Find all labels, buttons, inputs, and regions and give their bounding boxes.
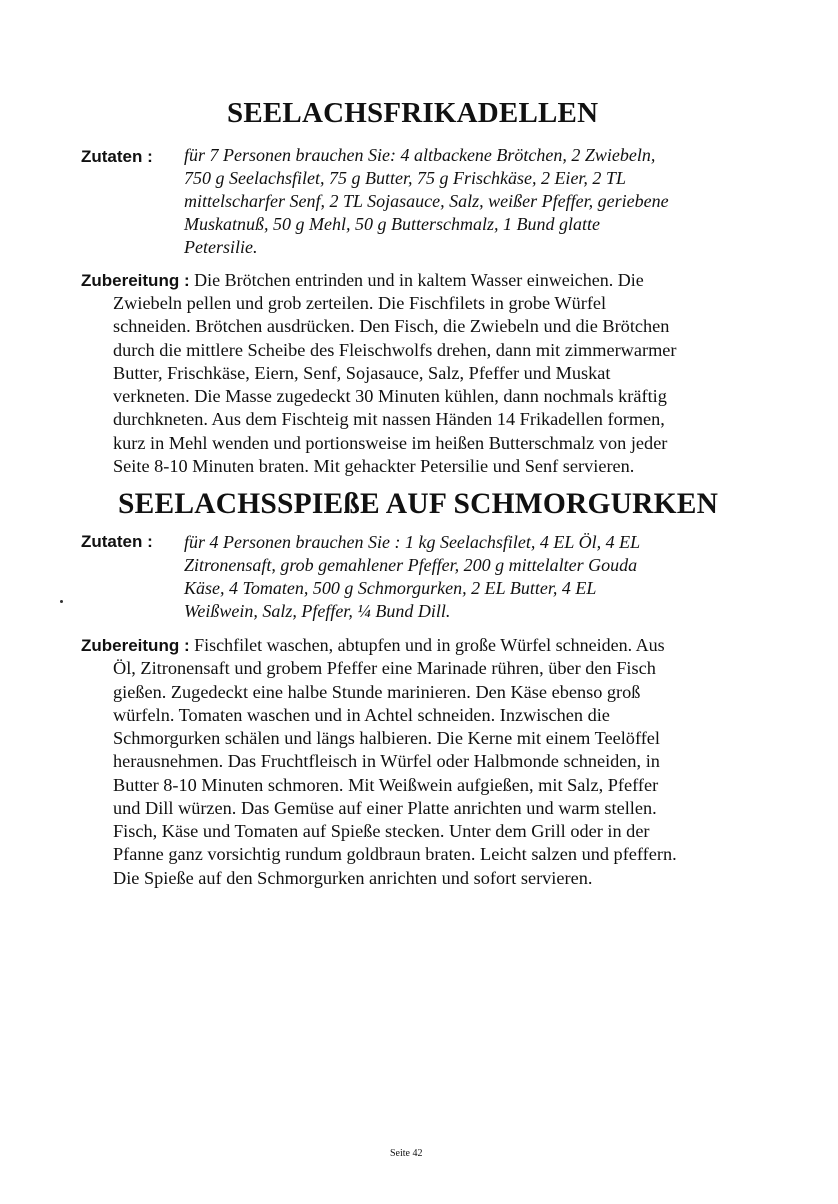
- recipe1-zubereitung-line: Butter, Frischkäse, Eiern, Senf, Sojasauce, Salz, Pfeffer und Muskat: [113, 363, 611, 383]
- recipe1-zubereitung-line: durch die mittlere Scheibe des Fleischwolfs drehen, dann mit zimmerwarmer: [113, 340, 677, 360]
- recipe2-zubereitung-label: Zubereitung :: [81, 636, 190, 655]
- recipe2-zubereitung-heading: [81, 636, 665, 654]
- recipe1-zubereitung-line: kurz in Mehl wenden und portionsweise im heißen Butterschmalz von jeder: [113, 433, 668, 453]
- recipe1-zutaten-line: Muskatnuß, 50 g Mehl, 50 g Butterschmalz, 1 Bund glatte: [184, 214, 600, 234]
- recipe1-zutaten-line: mittelscharfer Senf, 2 TL Sojasauce, Salz, weißer Pfeffer, geriebene: [184, 191, 669, 211]
- recipe1-zutaten-label: Zutaten :: [81, 147, 153, 166]
- recipe1-zubereitung-line: Zwiebeln pellen und grob zerteilen. Die Fischfilets in grobe Würfel: [113, 293, 607, 313]
- page-number: Seite 42: [390, 1148, 423, 1159]
- recipe2-zubereitung-line: gießen. Zugedeckt eine halbe Stunde marinieren. Den Käse ebenso groß: [113, 682, 641, 702]
- recipe2-zutaten-line: für 4 Personen brauchen Sie : 1 kg Seelachsfilet, 4 EL Öl, 4 EL: [184, 532, 641, 552]
- recipe1-zutaten-line: 750 g Seelachsfilet, 75 g Butter, 75 g Frischkäse, 2 Eier, 2 TL: [184, 168, 626, 188]
- recipe1-zubereitung-first-line: Die Brötchen entrinden und in kaltem Wasser einweichen. Die: [189, 270, 644, 290]
- recipe2-title: SEELACHSSPIEßE AUF SCHMORGURKEN: [118, 488, 719, 520]
- recipe2-zubereitung-line: Öl, Zitronensaft und grobem Pfeffer eine Marinade rühren, über den Fisch: [113, 658, 656, 678]
- recipe1-zubereitung-line: durchkneten. Aus dem Fischteig mit nassen Händen 14 Frikadellen formen,: [113, 409, 665, 429]
- recipe1-zubereitung-label: Zubereitung :: [81, 271, 190, 290]
- scan-speck: [60, 600, 63, 603]
- recipe2-zutaten-line: Weißwein, Salz, Pfeffer, ¼ Bund Dill.: [184, 601, 451, 621]
- recipe2-zubereitung-line: Fisch, Käse und Tomaten auf Spieße stecken. Unter dem Grill oder in der: [113, 821, 650, 841]
- recipe2-zubereitung-line: Die Spieße auf den Schmorgurken anrichten und sofort servieren.: [113, 868, 593, 888]
- recipe1-zutaten-line: Petersilie.: [184, 237, 258, 257]
- recipe2-zutaten-label: Zutaten :: [81, 532, 153, 551]
- recipe2-zubereitung-line: Butter 8-10 Minuten schmoren. Mit Weißwein aufgießen, mit Salz, Pfeffer: [113, 775, 659, 795]
- recipe2-zubereitung-line: Schmorgurken schälen und längs halbieren. Die Kerne mit einem Teelöffel: [113, 728, 660, 748]
- recipe2-zutaten-line: Zitronensaft, grob gemahlener Pfeffer, 200 g mittelalter Gouda: [184, 555, 638, 575]
- recipe2-zubereitung-line: und Dill würzen. Das Gemüse auf einer Platte anrichten und warm stellen.: [113, 798, 657, 818]
- recipe1-title: SEELACHSFRIKADELLEN: [227, 97, 599, 129]
- recipe2-zubereitung-first-line: Fischfilet waschen, abtupfen und in große Würfel schneiden. Aus: [189, 635, 665, 655]
- recipe1-zutaten-line: für 7 Personen brauchen Sie: 4 altbackene Brötchen, 2 Zwiebeln,: [184, 145, 656, 165]
- recipe1-zubereitung-heading: [81, 271, 644, 289]
- recipe2-zubereitung-line: herausnehmen. Das Fruchtfleisch in Würfel oder Halbmonde schneiden, in: [113, 751, 660, 771]
- recipe1-zubereitung-line: verkneten. Die Masse zugedeckt 30 Minuten kühlen, dann nochmals kräftig: [113, 386, 667, 406]
- recipe1-zubereitung-line: schneiden. Brötchen ausdrücken. Den Fisch, die Zwiebeln und die Brötchen: [113, 316, 670, 336]
- recipe2-zubereitung-line: Pfanne ganz vorsichtig rundum goldbraun braten. Leicht salzen und pfeffern.: [113, 844, 677, 864]
- recipe2-zubereitung-line: würfeln. Tomaten waschen und in Achtel schneiden. Inzwischen die: [113, 705, 610, 725]
- recipe2-zutaten-line: Käse, 4 Tomaten, 500 g Schmorgurken, 2 EL Butter, 4 EL: [184, 578, 597, 598]
- recipe1-zubereitung-line: Seite 8-10 Minuten braten. Mit gehackter Petersilie und Senf servieren.: [113, 456, 635, 476]
